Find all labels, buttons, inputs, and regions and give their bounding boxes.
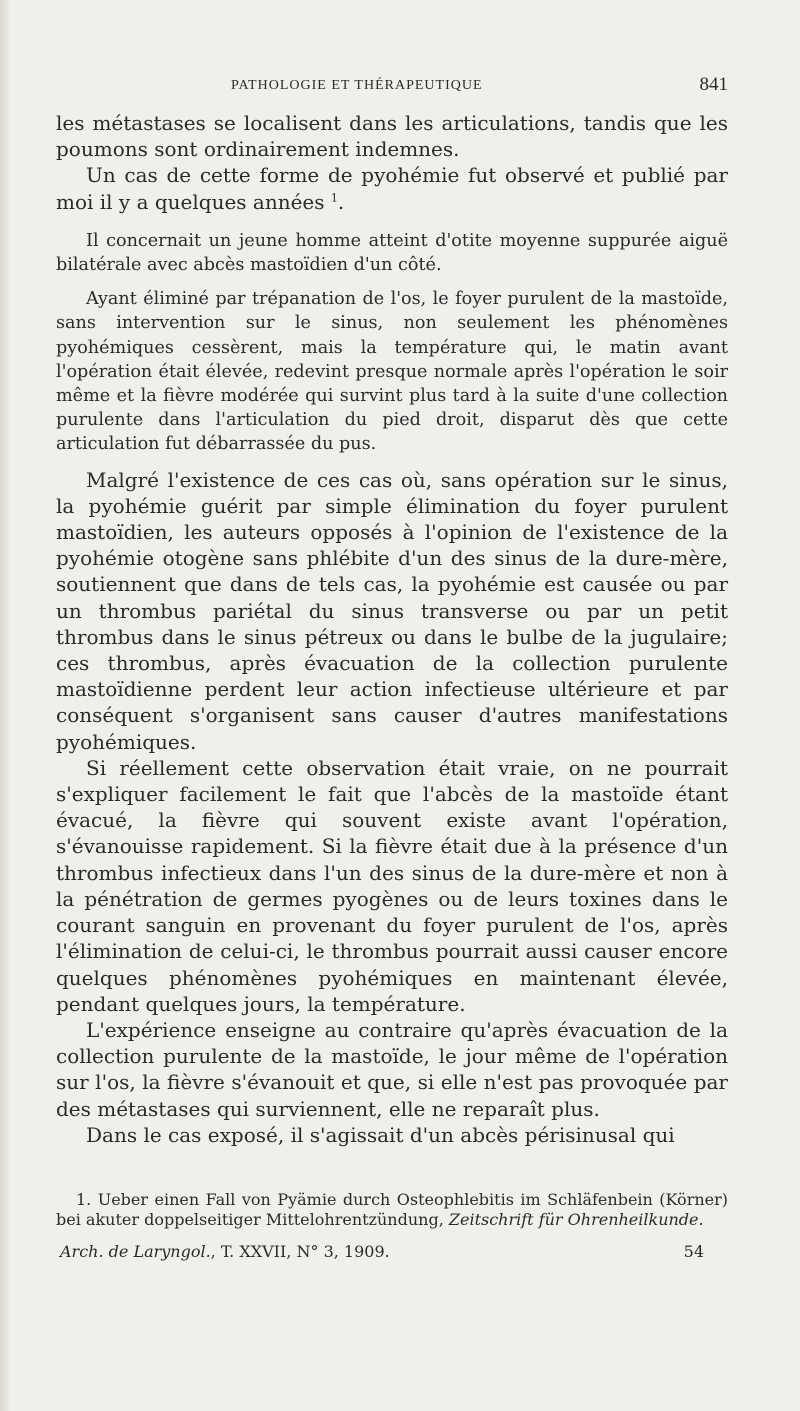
case-paragraph-2: Ayant éliminé par trépanation de l'os, le foyer purulent de la mastoïde, sans intervention sur le sinus, non seulement les phénomènes pyohémiques cessèrent, mais la température qui, le matin avant l'opération était élevée, redevint presque normale après l'opération le soir même et la fièvre modérée qui survint plus tard à la suite d'une collection purulente dans l'articulation du pied droit, disparut dès que cette articulation fut débarrassée du pus. <box>56 289 728 455</box>
paragraph-2-end: . <box>337 189 345 214</box>
footnote-ref: 1 <box>330 190 338 204</box>
paragraph-5: Malgré l'existence de ces cas où, sans opération sur le sinus, la pyohémie guérit par simple élimination du foyer purulent mastoïdien, les auteurs opposés à l'opinion de l'existence de la pyohémie otogène sans phlébite d'un des sinus de la dure-mère, soutiennent que dans de tels cas, la pyohémie est causée ou par un thrombus pariétal du sinus transverse ou par un petit thrombus dans le sinus pétreux ou dans le bulbe de la jugulaire; ces thrombus, après évacuation de la collection purulente mastoïdienne perdent leur action infectieuse ultérieure et par conséquent s'organisent sans causer d'autres manifestations pyohémiques. <box>56 467 728 754</box>
signature-sheet: 54 <box>683 1242 704 1261</box>
paragraph-2-text: Un cas de cette forme de pyohémie fut observé et publié par moi il y a quelques années <box>56 163 728 214</box>
book-page <box>56 70 728 1148</box>
footnote-text: 1. Ueber einen Fall von Pyämie durch Osteophlebitis im Schläfenbein (Körner) bei akuter doppelseitiger Mittelohrentzündung, <box>56 1190 728 1229</box>
page-header <box>56 70 728 110</box>
paragraph-6: Si réellement cette observation était vraie, on ne pourrait s'expliquer facilement le fait que l'abcès de la mastoïde étant évacué, la fièvre qui souvent existe avant l'opération, s'évanouisse rapidement. Si la fièvre était due à la présence d'un thrombus infectieux dans l'un des sinus de la dure-mère et non à la pénétration de germes pyogènes ou de leurs toxines dans le courant sanguin en provenant du foyer purulent de l'os, après l'élimination de celui-ci, le thrombus pourrait aussi causer encore quelques phénomènes pyohémiques en maintenant élevée, pendant quelques jours, la température. <box>56 755 728 1016</box>
page-body <box>56 110 728 1148</box>
paragraph-7: L'expérience enseigne au contraire qu'après évacuation de la collection purulente de la mastoïde, le jour même de l'opération sur l'os, la fièvre s'évanouit et que, si elle n'est pas provoquée par des métastases qui surviennent, elle ne reparaît plus. <box>56 1017 728 1121</box>
signature-line <box>56 1242 728 1262</box>
page-number: 841 <box>699 74 728 95</box>
paragraph-1: les métastases se localisent dans les articulations, tandis que les poumons sont ordinairement indemnes. <box>56 111 728 162</box>
paragraph-2 <box>56 162 728 214</box>
footnotes <box>56 1190 728 1262</box>
footnote-1 <box>56 1190 728 1230</box>
signature-citation <box>60 1242 390 1262</box>
signature-volume: , T. XXVII, N° 3, 1909. <box>210 1242 390 1261</box>
paragraph-8: Dans le cas exposé, il s'agissait d'un abcès périsinusal qui <box>86 1122 675 1147</box>
page-binding-edge <box>0 0 10 1411</box>
case-paragraph-1: Il concernait un jeune homme atteint d'otite moyenne suppurée aiguë bilatérale avec abcès mastoïdien d'un côté. <box>56 230 728 276</box>
signature-journal: Arch. de Laryngol. <box>60 1242 211 1261</box>
running-head: PATHOLOGIE ET THÉRAPEUTIQUE <box>231 78 483 93</box>
footnote-journal: Zeitschrift für Ohrenheilkunde. <box>448 1210 704 1229</box>
